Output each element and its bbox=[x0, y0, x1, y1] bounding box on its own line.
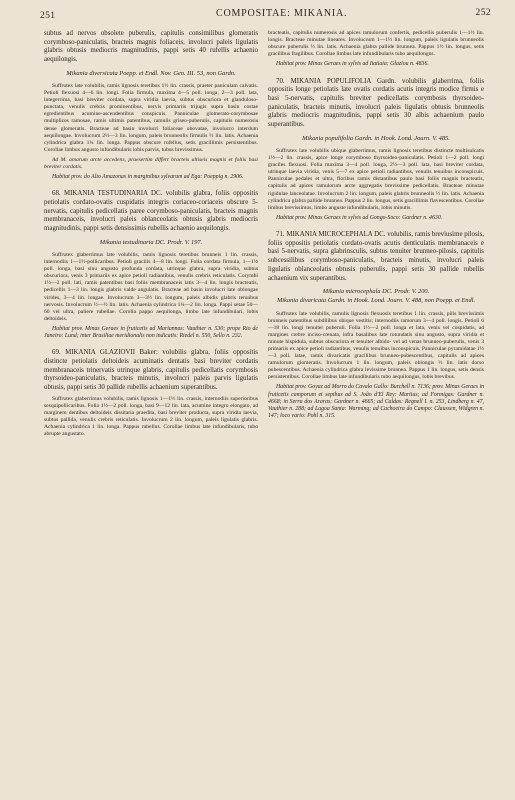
page-number-left: 251 bbox=[40, 11, 56, 21]
running-title: COMPOSITAE: MIKANIA. bbox=[216, 8, 348, 19]
species-70-diagnosis: 70. MIKANIA POPULIFOLIA Gardn. volubilis glaberrima, foliis oppositis longe petiolatis late ovatis cordatis acutis integris modice firmis e basi 5-nervatis, capitulis breviter pedicellatis corymbosis thyrsoideo-paniculatis, bracteis minutis, involucri paleis ligulatis obtusis brunneolis glabris mediocris magnitudinis, pappi setis 30 albis achaenium paulo superantibus. bbox=[268, 77, 484, 129]
page-number-right: 252 bbox=[475, 8, 491, 18]
species-70-reference: Mikania populifolia Gardn. in Hook. Lond. Journ. V. 485. bbox=[302, 134, 450, 142]
page-header bbox=[40, 8, 491, 22]
species-69-diagnosis: 69. MIKANIA GLAZIOVII Baker: volubilis glabra, foliis oppositis distincte petiolatis deltoideis acuminatis dentatis basi breviter cordatis membranaceis trinervatis utrinque glabris, capitulis pedicellatis corymbosis thyrsoideo-paniculatis, bracteis minutis, involucri paleis parvis ligulatis obtusis, pappi setis 30 pallide rubellis achaenium superantibus. bbox=[44, 349, 258, 392]
paragraph-continued: subtus ad nervos obsolete puberulis, capitulis consimilibus glomeratis corymboso-paniculatis, bracteis magnis foliaceis, involucri paleis ligulatis glabris obtusis mediocris magnitudinis, pappi setis 40 rufellis achaenio aequilongis. bbox=[44, 30, 258, 64]
left-column bbox=[44, 30, 258, 441]
species-70-description: Suffrutex late volubilis ubique glaberrimus, ramis lignosis teretibus distincte multisulcatis 1½—2 lin. crassis, apice longe corymboso thyrsoideo-paniculatis. Petioli 1—2 poll. longi graciles flexuosi. Folia maxima 3—4 poll. longa, 2½—3 poll. lata, basi breviter cordata, utrinque laevia viridia, venis 5—7 ex apice petioli radiantibus, venulis tenuibus inconspicuis. Panniculae pedales et ultra, floribus ramis distantibus paulo basi foliis magnis bracteatis, capitulis ad apices ramulorum arcte aggregatis brevissime pedicellatis. Bracteae minutae rigidulae lanceolatae. Involucrum 2 lin. longum, paleis glabris brunneolis ½ lin. latis. Achaenia cylindrica glabra pallide brunnea. Pappus 2 lin. longus, setis gracillimis flavescentibus. Corollae limbus brevissimus, limbo anguste infundibularis, lobis minutis. bbox=[268, 147, 484, 211]
synonym-reference: Mikania diversicata Poepp. et Endl. Nov. Gen. III. 53, non Gardn. bbox=[66, 69, 236, 77]
species-69-habitat: Habitat prov. Minas Geraes in sylvis ad Itatiaia: Glaziou n. 4836. bbox=[276, 61, 429, 68]
species-68-description: Suffrutex glaberrimus late volubilis, ramis lignosis teretibus brunneis 1 lin. crassis, internodiis 1—1½-pollicaribus. Petioli gracilis 4—8 lin. longi. Folia cordata firmula, 1—1½ poll. longa, basi sinu angusto profunda cordata, utrinque glabra, supra viridia, subtus obscuriora, venis 3 primariis ex apice petioli radiantibus, venulis crebris reticulatis. Corymbi 1½—2 poll. lati, ramis patentibus basi foliis membranaceis latis 3—4 lin. longis bracteatis, pedicellis 1—3 lin. longis glabris valde angulatis. Bracteae ad basin involucri late oblongae virides, 3—4 lin. longae. Involucrum 3—3½ lin. longum, paleis albidis glabris tenuibus nervosis. Involucrum ½—½ lin. latis. Achaenia cylindrica 1¼—2 lin. longa. Pappi setae 50—60 vel ultra, paliere rubellae. Corolla pappo aequilonga, limbo late infundibulari, lobis deltoideis. bbox=[44, 251, 258, 322]
right-column bbox=[268, 30, 484, 423]
species-71-diagnosis: 71. MIKANIA MICROCEPHALA DC. volubilis, ramis breviusime pilosis, foliis oppositis petiolatis cordato-ovatis acutis denticulatis membranaceis e basi 5-nervatis, supra glabrinsculis, subtus tenuiter brunneo-pilosis, capitulis subcessilibus corymboso-paniculatis, bracteis minutis, involucri paleis ligulatis oblanceolatis obtusis puberulis, pappi setis 30 pallide rubellis achaenium vix superantibus. bbox=[268, 231, 484, 282]
species-71-synonym: Mikania divaricata Gardn. in Hook. Lond. Journ. V. 488, non Poepp. et Endl. bbox=[276, 297, 476, 305]
species-68-diagnosis: 68. MIKANIA TESTUDINARIA DC. volubilis glabra, foliis oppositis petiolatis cordato-ovatis cuspidatis integris coriaceo-coriaceis obscure 5-nervatis, capitulis pedicellatis paree corymboso-paniculatis, bracteis magnis membranaceis, involucri paleis oblanceolatis obtusis glabris mediocris magnitudinis, pappi setis densissimis rubellis achaenio aequilongis. bbox=[44, 190, 258, 233]
paragraph-continued-right: bracteatis, capitulis numerosis ad apices ramulorum confertis, pedicellis puberulis 1—1½ lin. longis. Bracteae minutae lineares. Involucrum 1—1½ lin. longum, paleis ligulatis brunneolis obscure puberulis ½ lin. latis. Achaenia glabra pallide brunnea. Pappus 1½ lin. longus, setis gracilibus fragilibus. Corollae limbus late infundibularis tubo aequilongus. bbox=[268, 30, 484, 58]
species-70-habitat: Habitat prov. Minas Geraes in sylvis ad Gongo-Soco: Gardner n. 4630. bbox=[276, 214, 443, 221]
species-71-reference: Mikania microcephala DC. Prodr. V. 200. bbox=[322, 288, 430, 296]
note-paragraph: Ad M. amarum arcte accedens, praesertim differt bracteis altiseis magnis et foliis basi breviter cordatis. bbox=[44, 156, 258, 170]
species-68-habitat: Habitat prov. Minas Geraes in fruticetis ad Mariannas: Vauthier n. 530; prope Rio de Janeiro: Lund; inter Brasiliae meridionalis non indicatis: Riedel n. 550, Sello n. 232. bbox=[44, 325, 258, 340]
species-69-description: Suffrutex glaberrimus volubilis, ramis lignosis 1—1½ lin. crassis, internodiis superioribus sesquipollicaribus. Folia 1½—2 poll. longa, basi 9—12 lin. lata, acumine integro elongato, ad marginem dentibus deltoideis dissitaria praedita, basi breviter producta, supra viridia laevia, subtus pallida, venulis crebris reticulatis. Involucrum 2 lin. longum, paleis ligulatis glabris. Achaenia cylindrica 1 lin. longa. Pappus rubellus. Corollae limbus late infundibularis, tubo abrupte angustato. bbox=[44, 395, 258, 438]
species-71-habitat: Habitat prov. Goyaz ad Morro do Cavalo Gallo: Burchell n. 7136; prov. Minas Geraes in fruticetis camporum et sepibus ad S. João d'El Rey: Martius; ad Formigas: Gardner n. 4668; in Serra dos Araras: Gardner n. 4665; ad Caldas: Regnell I. n. 253, Lindberg n. 47, Vauthier n. 288; ad Lagoa Santa: Warming; ad Cachoeira do Campo: Claussen, Widgren n. 147; loco vario: Pohl n. 315. bbox=[268, 384, 484, 420]
species-68-reference: Mikania testudinaria DC. Prodr. V. 197. bbox=[99, 238, 203, 246]
description-paragraph: Suffrutex late volubilis, ramis lignosis teretibus 1½ lin. crassis, praeter paniculam calvatis. Petioli flexuosi 4—6 lin. longi. Folia firmula, maxima 4—5 poll. longa, 2—3 poll. lata, integerrima, basi breviter cordata, supra viridia laevia, subtus obscuriora et glanduloso-punctata, venulis crebris prominentibus, nervis primariis trijugis supra basin costae egredientibus acumine-ascendentibus conspicuis. Panniculae glomerato-corymbosae multiplices ramosae, ramis ultimis patentibus, ramulis griseo-puberulis, capitulis numerosis dense glomeratis. Bracteae ad basin involucri foliaceae obovatae, involucro interdum aequilongae. Involucrum 2½—3 lin. longum, paleis brunneolis firmulis ½ lin. latis. Achaenia cylindrica glabra 1¼ lin. longa. Pappus obscure rufellus, setis gracillimis persistentibus. Corollae limbus angusto infundibularis lobis parvis, tubus brevissimus. bbox=[44, 82, 258, 153]
habitat-paragraph: Habitat prov. do Alto Amazonas in marginibus sylvarum ad Ega: Poeppig n. 2906. bbox=[52, 174, 244, 181]
species-71-description: Suffrutex late volubilis, ramulis lignosis flexuosis teretibus 1 lin. crassis, pilis brevissimis brunneis patentibus subdilibus ubique vestitis; internodiis ramorum 3—4 poll. longis. Petioli 6—18 lin. longi tenuiter puberuli. Folia 1½—2 poll. longa et lata, venis vel cuspidatis, ad margines crebre inciso-crenata, infra basalibus late rotundatis sinu angusto, supra viridia et minute hispidula, subtus obscuriora et tenuiter albido- vel ad venas brunneo-puberulis, venis 3 primariis ex apice petioli radiantibus, venulis tenuibus inconspicuis. Panniculae pyramidatae 1½—3 poll. latae, ramis divaricatis gracilibus brunneo-pubescentibus, capitulis ad apices ramulorum glomeratis. Involucrum 1 lin. longum, paleis oblongis ½ lin. latis dorso pubescentibus. Achaenia cylindrica glabra levissime brunnea. Pappus 1 lin. longus, setis densis persistentibus. Corollae limbus late infundibularis tubo aequilongus, lobis brevibus. bbox=[268, 310, 484, 381]
